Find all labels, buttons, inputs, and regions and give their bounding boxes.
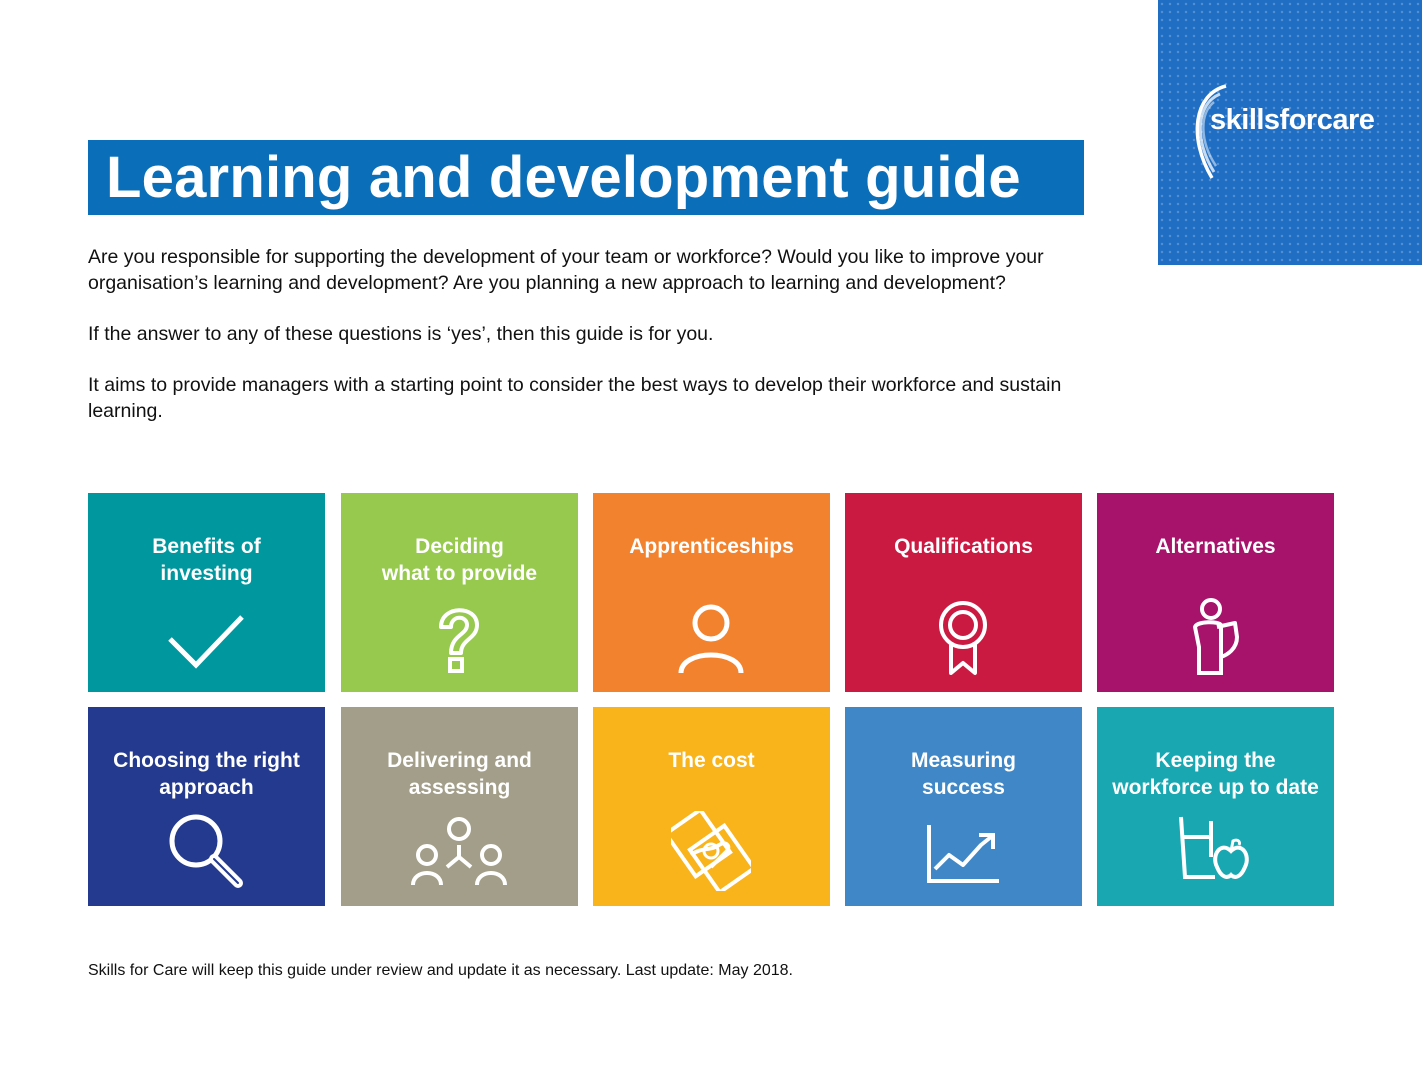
- person-icon: [671, 597, 751, 677]
- intro-paragraph: Are you responsible for supporting the development of your team or workforce? Would you like to improve your organisation’s learning and development? Are you planning a new approach to learning and development?: [88, 246, 1044, 294]
- glass-apple-icon: [1175, 811, 1255, 891]
- intro-text: [88, 244, 1068, 449]
- tile-apprenticeships[interactable]: [593, 493, 830, 692]
- tile-label: Apprenticeships: [629, 535, 794, 558]
- magnifier-icon: [166, 811, 246, 891]
- group-people-icon: [409, 811, 509, 891]
- tile-label: Delivering and assessing: [387, 749, 532, 799]
- tile-measuring-success[interactable]: [845, 707, 1082, 906]
- tile-label: Qualifications: [894, 535, 1033, 558]
- title-banner: [88, 140, 1084, 215]
- tile-benefits-of-investing[interactable]: [88, 493, 325, 692]
- intro-paragraph: If the answer to any of these questions is ‘yes’, then this guide is for you.: [88, 323, 714, 345]
- checkmark-icon: [166, 597, 246, 677]
- tile-choosing-the-right-approach[interactable]: [88, 707, 325, 906]
- award-rosette-icon: [923, 597, 1003, 677]
- line-chart-icon: [923, 811, 1003, 891]
- tile-label: Deciding what to provide: [381, 535, 538, 585]
- intro-paragraph: It aims to provide managers with a starting point to consider the best ways to develop their workforce and sustain learning.: [88, 374, 1062, 422]
- logo-wordmark: skillsforcare: [1210, 104, 1375, 136]
- tile-label: The cost: [668, 749, 755, 772]
- tile-deciding-what-to-provide[interactable]: [341, 493, 578, 692]
- page-title: Learning and development guide: [106, 145, 1021, 210]
- person-shield-icon: [1175, 597, 1255, 677]
- tile-label: Alternatives: [1155, 535, 1276, 558]
- tile-label: Keeping the workforce up to date: [1112, 749, 1319, 799]
- tile-alternatives[interactable]: [1097, 493, 1334, 692]
- tile-the-cost[interactable]: [593, 707, 830, 906]
- tile-qualifications[interactable]: [845, 493, 1082, 692]
- question-mark-icon: [419, 597, 499, 677]
- tile-label: Choosing the right approach: [113, 749, 300, 799]
- tile-label: Measuring success: [910, 749, 1017, 799]
- brand-logo: [1158, 0, 1422, 265]
- tile-label: Benefits of investing: [152, 535, 261, 585]
- footer-note: Skills for Care will keep this guide under review and update it as necessary. Last update: May 2018.: [88, 962, 793, 979]
- tile-delivering-and-assessing[interactable]: [341, 707, 578, 906]
- tile-keeping-the-workforce-up-to-date[interactable]: [1097, 707, 1334, 906]
- handshake-money-icon: [671, 811, 751, 891]
